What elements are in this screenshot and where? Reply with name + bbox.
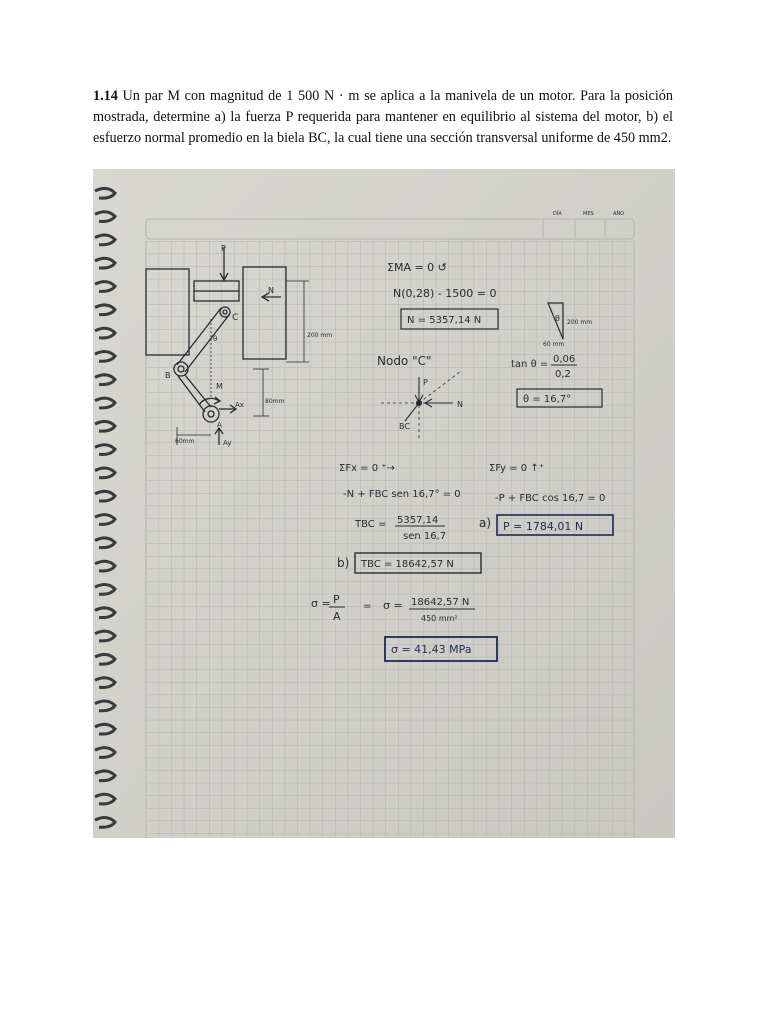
result-theta: θ = 16,7° bbox=[523, 394, 572, 405]
triangle-200: 200 mm bbox=[567, 319, 593, 326]
sigma-den: A bbox=[333, 610, 341, 623]
result-sigma: σ = 41,43 MPa bbox=[391, 643, 472, 656]
label-A: A bbox=[217, 421, 222, 429]
header-day: DÍA bbox=[553, 211, 562, 217]
result-TBC: TBC = 18642,57 N bbox=[361, 559, 454, 570]
label-P: P bbox=[221, 244, 226, 253]
label-B: B bbox=[165, 371, 171, 380]
label-Ax: Ax bbox=[235, 401, 244, 409]
problem-text: Un par M con magnitud de 1 500 N · m se aplica a la manivela de un motor. Para la posición mostrada, determine a) la fuerza P requerida para mantener en equilibrio al sistema del motor, b) el esfuerzo normal promedio en la biela BC, la cual tiene una sección transversal uniforme de 450 mm2. bbox=[93, 88, 673, 146]
problem-number: 1.14 bbox=[93, 88, 118, 104]
node-BC: BC bbox=[399, 422, 410, 431]
sigma-equals: = bbox=[363, 601, 372, 612]
node-P: P bbox=[423, 378, 428, 387]
grid-area bbox=[146, 241, 634, 837]
fy-eq: -P + FBC cos 16,7 = 0 bbox=[495, 493, 606, 504]
label-theta: θ bbox=[213, 335, 218, 343]
tbc-den: sen 16,7 bbox=[403, 531, 447, 542]
tan-label: tan θ = bbox=[511, 359, 549, 370]
dim-200: 200 mm bbox=[307, 332, 333, 339]
tbc-num: 5357,14 bbox=[397, 515, 439, 526]
notebook-photo bbox=[93, 169, 675, 838]
header-year: AÑO bbox=[613, 211, 625, 217]
node-label: Nodo "C" bbox=[377, 354, 432, 368]
label-Ay: Ay bbox=[223, 439, 232, 447]
tbc-label: TBC = bbox=[355, 519, 387, 530]
dim-80: 80mm bbox=[265, 398, 285, 405]
sigma-calc-den: 450 mm² bbox=[421, 614, 458, 623]
sigma-def: σ = bbox=[311, 597, 331, 610]
fx-eq: -N + FBC sen 16,7° = 0 bbox=[343, 489, 461, 500]
sum-fx: ΣFx = 0 ⁺→ bbox=[339, 463, 395, 474]
a-label: a) bbox=[479, 516, 492, 530]
sigma-num: P bbox=[333, 593, 340, 606]
sum-fy: ΣFy = 0 ↑⁺ bbox=[489, 463, 545, 474]
header-month: MES bbox=[583, 211, 594, 217]
triangle-60: 60 mm bbox=[543, 341, 565, 348]
dim-60: 60mm bbox=[175, 438, 195, 445]
sigma-calc: σ = bbox=[383, 599, 403, 612]
b-label: b) bbox=[337, 556, 350, 570]
label-C: C bbox=[232, 313, 239, 323]
result-N: N = 5357,14 N bbox=[407, 315, 482, 326]
result-P: P = 1784,01 N bbox=[503, 520, 584, 533]
label-M: M bbox=[216, 382, 223, 391]
eq-moment: ΣMA = 0 ↺ bbox=[387, 261, 447, 274]
sigma-calc-num: 18642,57 N bbox=[411, 597, 470, 608]
triangle-theta: θ bbox=[555, 314, 560, 323]
tan-den: 0,2 bbox=[555, 369, 571, 380]
problem-statement bbox=[93, 86, 673, 149]
tan-num: 0,06 bbox=[553, 354, 576, 365]
label-N: N bbox=[268, 286, 274, 295]
eq-moment-sub: N(0,28) - 1500 = 0 bbox=[393, 287, 497, 300]
node-N: N bbox=[457, 400, 463, 409]
